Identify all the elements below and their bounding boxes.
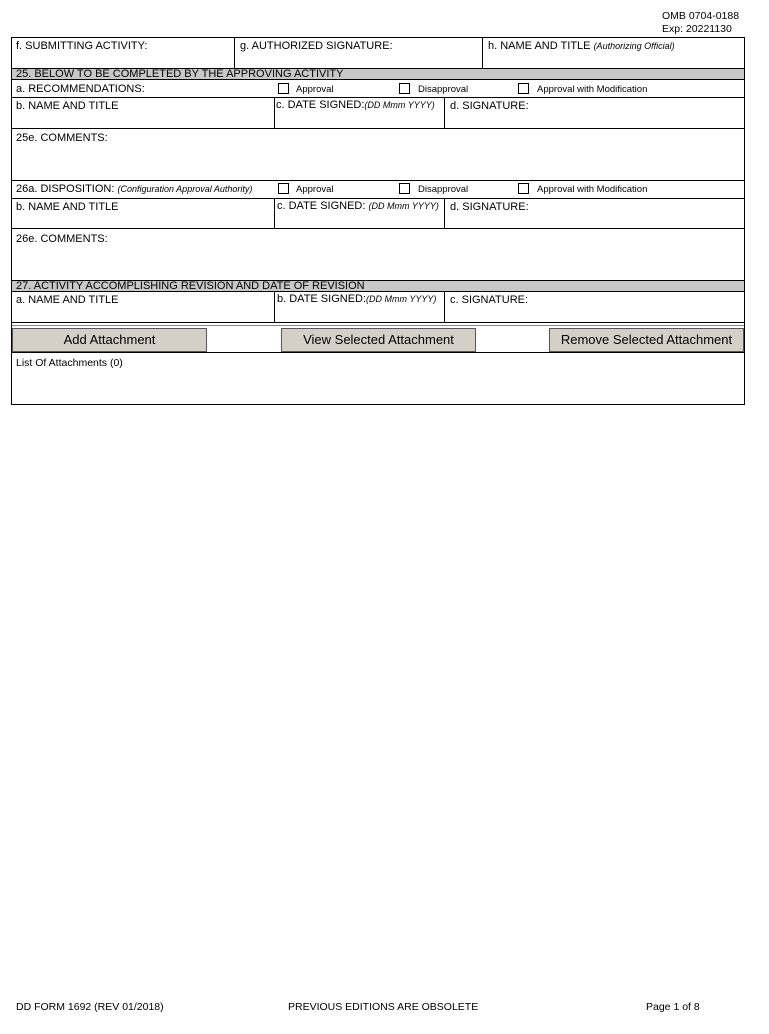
date-signed-label: c. DATE SIGNED:(DD Mmm YYYY) xyxy=(276,99,435,111)
comments-25e-label: 25e. COMMENTS: xyxy=(16,132,108,144)
disposition-date-field[interactable] xyxy=(275,199,445,228)
name-title-label: b. NAME AND TITLE xyxy=(16,201,119,213)
page-number: Page 1 of 8 xyxy=(646,1001,700,1013)
expiration-date: Exp: 20221130 xyxy=(662,23,732,35)
approver-name-field[interactable] xyxy=(12,98,275,128)
signature-label: d. SIGNATURE: xyxy=(450,100,529,112)
name-title-label: a. NAME AND TITLE xyxy=(16,294,119,306)
section-27-header: 27. ACTIVITY ACCOMPLISHING REVISION AND DATE OF REVISION xyxy=(12,280,744,292)
divider xyxy=(12,180,744,181)
authorizing-official-field[interactable] xyxy=(483,38,744,68)
disp-approval-checkbox[interactable] xyxy=(278,183,289,194)
authorized-signature-label: g. AUTHORIZED SIGNATURE: xyxy=(240,40,393,52)
signature-label: d. SIGNATURE: xyxy=(450,201,529,213)
revision-date-field[interactable] xyxy=(275,292,445,322)
rec-disapproval-checkbox[interactable] xyxy=(399,83,410,94)
comments-25e-field[interactable] xyxy=(12,129,744,180)
signature-label: c. SIGNATURE: xyxy=(450,294,529,306)
comments-26e-label: 26e. COMMENTS: xyxy=(16,233,108,245)
authorized-signature-field[interactable] xyxy=(235,38,483,68)
disposition-signature-field[interactable] xyxy=(445,199,744,228)
rec-approval-mod-label: Approval with Modification xyxy=(537,84,648,95)
authorizing-official-label: h. NAME AND TITLE (Authorizing Official) xyxy=(488,40,675,52)
rec-disapproval-label: Disapproval xyxy=(418,84,469,95)
view-attachment-button[interactable]: View Selected Attachment xyxy=(281,328,476,352)
obsolete-notice: PREVIOUS EDITIONS ARE OBSOLETE xyxy=(288,1001,479,1013)
name-title-label: b. NAME AND TITLE xyxy=(16,100,119,112)
disp-disapproval-checkbox[interactable] xyxy=(399,183,410,194)
disp-approval-label: Approval xyxy=(296,184,334,195)
disp-approval-mod-label: Approval with Modification xyxy=(537,184,648,195)
divider xyxy=(12,325,744,326)
form-number: DD FORM 1692 (REV 01/2018) xyxy=(16,1001,164,1013)
section-25-header: 25. BELOW TO BE COMPLETED BY THE APPROVING ACTIVITY xyxy=(12,68,744,80)
rec-approval-checkbox[interactable] xyxy=(278,83,289,94)
rec-approval-mod-checkbox[interactable] xyxy=(518,83,529,94)
rec-approval-label: Approval xyxy=(296,84,334,95)
attachments-list[interactable] xyxy=(12,353,744,404)
disp-approval-mod-checkbox[interactable] xyxy=(518,183,529,194)
disp-disapproval-label: Disapproval xyxy=(418,184,469,195)
omb-number: OMB 0704-0188 xyxy=(662,10,740,22)
date-signed-label: c. DATE SIGNED: (DD Mmm YYYY) xyxy=(277,200,439,212)
attachments-list-label: List Of Attachments (0) xyxy=(16,357,123,369)
revision-signature-field[interactable] xyxy=(445,292,744,322)
disposition-label: 26a. DISPOSITION: (Configuration Approval Authority) xyxy=(16,183,253,195)
divider xyxy=(12,322,744,323)
comments-26e-field[interactable] xyxy=(12,229,744,280)
submitting-activity-label: f. SUBMITTING ACTIVITY: xyxy=(16,40,148,52)
approver-signature-field[interactable] xyxy=(445,98,744,128)
revision-name-field[interactable] xyxy=(12,292,275,322)
disposition-name-field[interactable] xyxy=(12,199,275,228)
remove-attachment-button[interactable]: Remove Selected Attachment xyxy=(549,328,744,352)
date-signed-label: b. DATE SIGNED:(DD Mmm YYYY) xyxy=(277,293,437,305)
recommendations-label: a. RECOMMENDATIONS: xyxy=(16,83,145,95)
add-attachment-button[interactable]: Add Attachment xyxy=(12,328,207,352)
approver-date-field[interactable] xyxy=(275,98,445,128)
submitting-activity-field[interactable] xyxy=(12,38,235,68)
